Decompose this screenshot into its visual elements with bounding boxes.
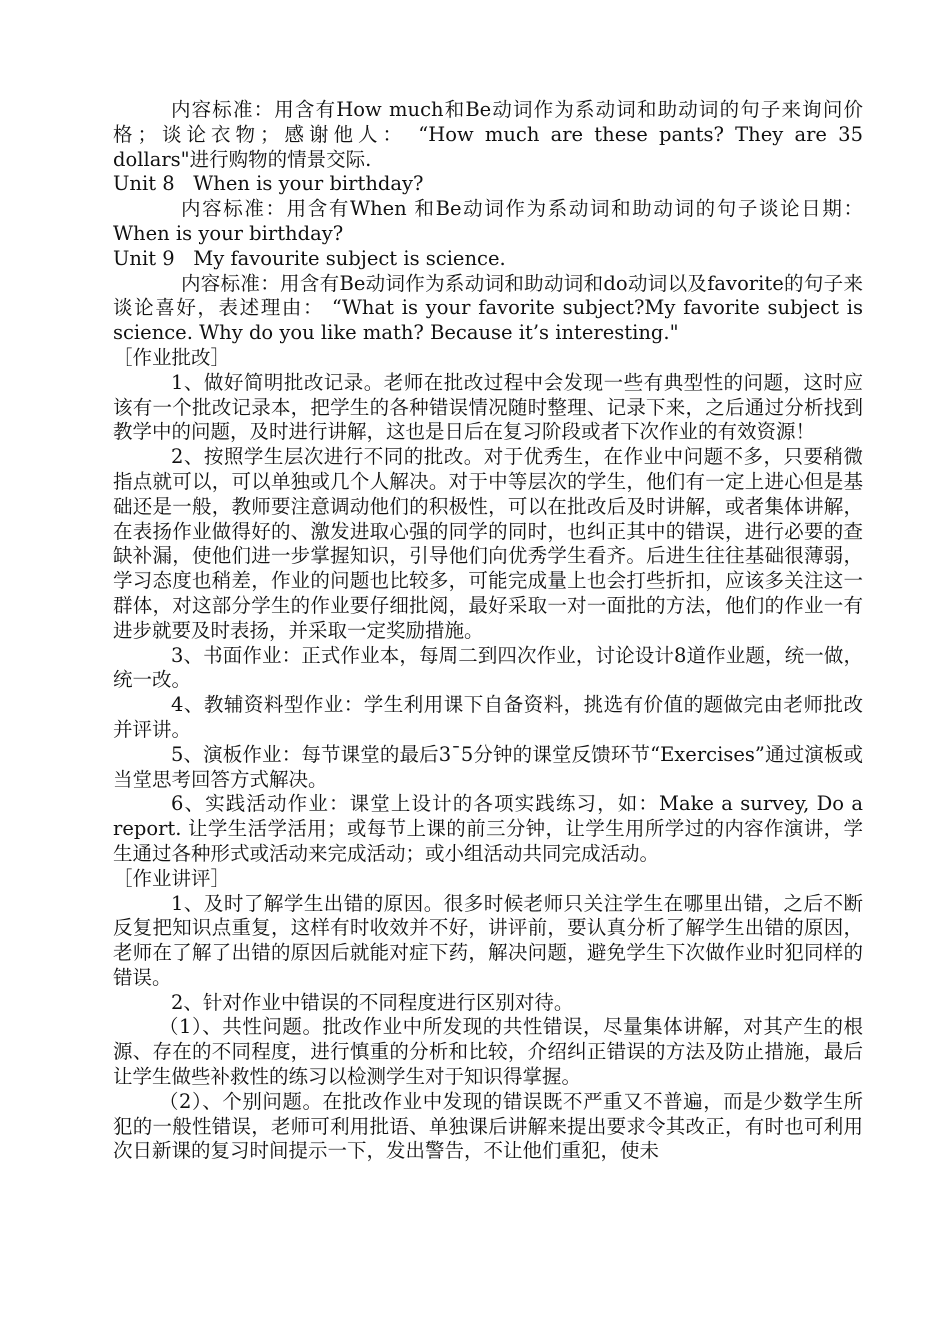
paragraph-correction-4: 4、教辅资料型作业：学生利用课下自备资料，挑选有价值的题做完由老师批改并评讲。 (113, 693, 863, 741)
section-heading-homework-review: ［作业讲评］ (113, 866, 231, 890)
paragraph-review-2: 2、针对作业中错误的不同程度进行区别对待。 (171, 990, 574, 1014)
paragraph-review-common-problems: （1）、共性问题。批改作业中所发现的共性错误，尽量集体讲解，对其产生的根源、存在的不同程度，进行慎重的分析和比较，介绍纠正错误的方法及防止措施，最后让学生做些补救性的练习以检测学生对于知识得掌握。 (113, 1015, 863, 1089)
paragraph-correction-3: 3、书面作业：正式作业本，每周二到四次作业，讨论设计8道作业题，统一做，统一改。 (113, 643, 863, 692)
paragraph-correction-6: 6、实践活动作业：课堂上设计的各项实践练习，如：Make a survey, Do a report. 让学生活学活用；或每节上课的前三分钟，让学生用所学过的内容作演讲，学生通过各种形式或活动来完成活动；或小组活动共同完成活动。 (113, 792, 863, 865)
paragraph-unit9-standard: 内容标准：用含有Be动词作为系动词和助动词和do动词以及favorite的句子来谈论喜好，表述理由： “What is your favorite subject?My favorite subject is science. Why do you like math? Because it’s interesting." (113, 271, 863, 345)
paragraph-review-1: 1、及时了解学生出错的原因。很多时候老师只关注学生在哪里出错，之后不断反复把知识点重复，这样有时收效并不好，讲评前，要认真分析了解学生出错的原因，老师在了解了出错的原因后就能对症下药，解决问题，避免学生下次做作业时犯同样的错误。 (113, 891, 863, 989)
unit9-heading: Unit 9 My favourite subject is science. (113, 246, 506, 270)
section-heading-homework-correction: ［作业批改］ (113, 345, 231, 369)
paragraph-unit8-standard: 内容标准：用含有When 和Be动词作为系动词和助动词的句子谈论日期：When is your birthday? (113, 197, 863, 245)
paragraph-correction-5: 5、演板作业：每节课堂的最后3¯5分钟的课堂反馈环节“Exercises”通过演板或当堂思考回答方式解决。 (113, 742, 863, 791)
paragraph-correction-2: 2、按照学生层次进行不同的批改。对于优秀生，在作业中问题不多，只要稍微指点就可以，可以单独或几个人解决。对于中等层次的学生，他们有一定上进心但是基础还是一般，教师要注意调动他们的积极性，可以在批改后及时讲解，或者集体讲解，在表扬作业做得好的、激发进取心强的同学的同时，也纠正其中的错误，进行必要的查缺补漏，使他们进一步掌握知识，引导他们向优秀学生看齐。后进生往往基础很薄弱，学习态度也稍差，作业的问题也比较多，可能完成量上也会打些折扣，应该多关注这一群体，对这部分学生的作业要仔细批阅，最好采取一对一面批的方法，他们的作业一有进步就要及时表扬，并采取一定奖励措施。 (113, 445, 863, 642)
unit8-heading: Unit 8 When is your birthday? (113, 172, 424, 196)
document-page (113, 98, 863, 1164)
paragraph-correction-1: 1、做好简明批改记录。老师在批改过程中会发现一些有典型性的问题，这时应该有一个批改记录本，把学生的各种错误情况随时整理、记录下来，之后通过分析找到教学中的问题，及时进行讲解，这也是日后在复习阶段或者下次作业的有效资源！ (113, 370, 863, 444)
paragraph-unit7-standard: 内容标准：用含有How much和Be动词作为系动词和助动词的句子来询问价格；谈论衣物；感谢他人： “How much are these pants? They are 35 dollars"进行购物的情景交际. (113, 98, 863, 171)
paragraph-review-individual-problems: （2）、个别问题。在批改作业中发现的错误既不严重又不普遍，而是少数学生所犯的一般性错误，老师可利用批语、单独课后讲解来提出要求令其改正，有时也可利用次日新课的复习时间提示一下，发出警告，不让他们重犯，使未 (113, 1089, 863, 1163)
